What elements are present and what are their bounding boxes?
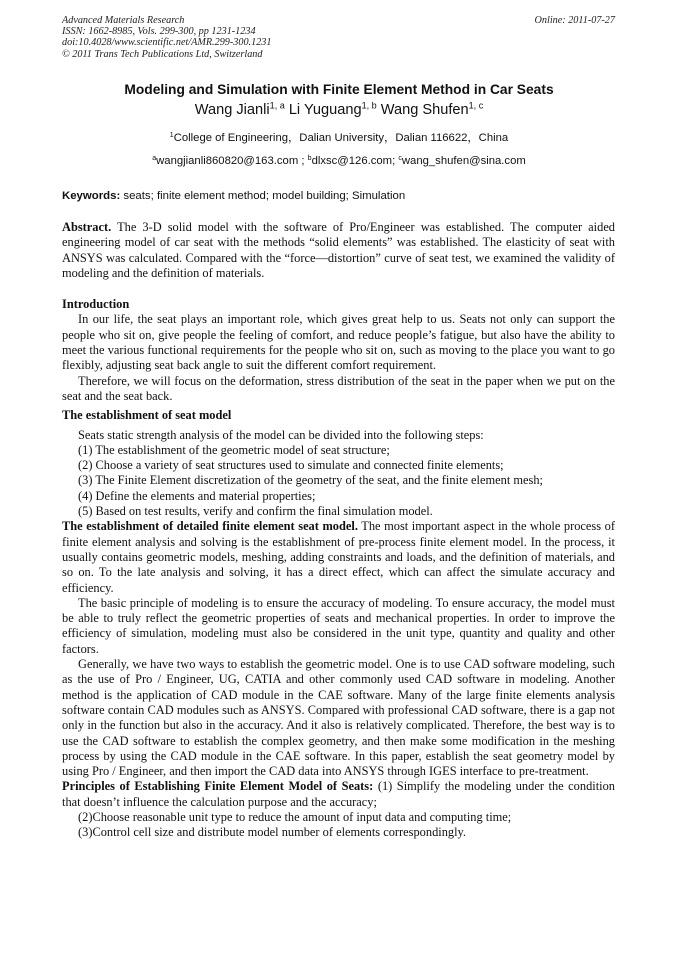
- email-link[interactable]: wangjianli860820@163.com: [156, 155, 299, 167]
- journal-name: Advanced Materials Research: [62, 15, 185, 26]
- email-superscript: a: [152, 154, 157, 162]
- author-superscript: 1, c: [468, 100, 484, 111]
- issn-line: ISSN: 1662-8985, Vols. 299-300, pp 1231-1234: [62, 26, 256, 38]
- online-date: Online: 2011-07-27: [534, 15, 615, 26]
- list-item: (5) Based on test results, verify and confirm the final simulation model.: [78, 504, 433, 519]
- email-list: $^a$wangjianli860820@163.com ; $^b$dlxsc@126.com; $^c$wang_shufen@sina.com: [152, 154, 526, 167]
- author-name: Li Yuguang: [288, 102, 362, 118]
- list-item: (2) Choose a variety of seat structures used to simulate and connected finite elements;: [78, 458, 504, 473]
- email-link[interactable]: wang_shufen@sina.com: [401, 155, 526, 167]
- principles-heading: Principles of Establishing Finite Element Model of Seats:: [62, 779, 374, 794]
- list-item: (3) The Finite Element discretization of the geometry of the seat, and the finite element mesh;: [78, 473, 543, 488]
- detailed-model-paragraph: [62, 519, 615, 595]
- author-superscript: 1, b: [361, 100, 377, 111]
- author-list: [40, 101, 638, 120]
- paragraph: The basic principle of modeling is to ensure the accuracy of modeling. To ensure accuracy, the model must be able to truly reflect the geometric properties of seats and mechanical properties. In order to improve the efficiency of simulation, modeling must also be considered in the unit type, quantity and quality and other factors.: [62, 595, 615, 656]
- list-item: (1) The establishment of the geometric model of seat structure;: [78, 442, 390, 457]
- author-superscript: 1, a: [269, 100, 285, 111]
- author-name: Wang Shufen: [380, 102, 469, 118]
- principles-paragraph: [62, 779, 615, 810]
- list-item: (2)Choose reasonable unit type to reduce the amount of input data and computing time;: [78, 809, 512, 824]
- establishment-heading: The establishment of seat model: [62, 408, 232, 423]
- affiliation: [40, 131, 638, 146]
- keywords-text: seats; finite element method; model building; Simulation: [123, 190, 406, 202]
- keywords: [62, 189, 615, 204]
- steps-intro: Seats static strength analysis of the model can be divided into the following steps:: [78, 427, 484, 442]
- email-superscript: c: [398, 154, 402, 162]
- keywords-label: Keywords:: [62, 190, 121, 202]
- paragraph: Generally, we have two ways to establish the geometric model. One is to use CAD software modeling, such as the use of Pro / Engineer, UG, CATIA and other commonly used CAD software in modeling. Another method is the application of CAD module in the CAE software. Many of the large finite elements analysis software contain CAD modules such as ANSYS. Compared with professional CAD software, there is a gap not only in the function but also in the accuracy. And it also is relatively complicated. Therefore, the best way is to use the CAD software to establish the complex geometry, and then make some modification in the meshing process by using the CAD module in the CAE software. In this paper, establish the seat geometry model by using Pro / Engineer, and then import the CAD data into ANSYS through IGES interface to pre-treatment.: [62, 657, 615, 779]
- detailed-model-heading: The establishment of detailed finite element seat model.: [62, 519, 358, 534]
- doi-line: doi:10.4028/www.scientific.net/AMR.299-300.1231: [62, 37, 272, 49]
- journal-header: [62, 15, 615, 60]
- affiliation-superscript: 1: [169, 131, 174, 139]
- email-link[interactable]: dlxsc@126.com: [311, 155, 393, 167]
- paper-title: Modeling and Simulation with Finite Element Method in Car Seats: [124, 82, 554, 97]
- copyright-line: © 2011 Trans Tech Publications Ltd, Switzerland: [62, 48, 263, 60]
- list-item: (3)Control cell size and distribute model number of elements correspondingly.: [78, 825, 467, 840]
- paragraph: In our life, the seat plays an important role, which gives great help to us. Seats not only can support the people who sit on, give people the feeling of comfort, and reduce people’s fatigue, but also have the ability to meet the various functional requirements for the people who sit on, such as moving to the place you want to go flexibly, adjusting seat back angle to suit the different comfort requirement.: [62, 312, 615, 373]
- abstract-label: Abstract.: [62, 220, 112, 234]
- paragraph: Therefore, we will focus on the deformation, stress distribution of the seat in the paper when we put on the seat and the seat back.: [62, 373, 615, 403]
- affiliation-text: College of Engineering，Dalian University，Dalian 116622，China: [173, 132, 509, 144]
- list-item: (4) Define the elements and material properties;: [78, 488, 316, 503]
- abstract: [62, 220, 615, 281]
- abstract-text: The 3-D solid model with the software of Pro/Engineer was established. The computer aided engineering model of car seat with the methods “solid elements” was established. The elasticity of seat with ANSYS was calculated. Compared with the “force—distortion” curve of seat test, we examined the validity of modeling and the definition of materials.: [62, 220, 616, 280]
- author-name: Wang Jianli: [194, 102, 270, 118]
- paragraph-text: (1) Simplify the modeling under the condition that doesn’t influence the calculation purpose and the accuracy;: [62, 779, 615, 809]
- introduction-heading: Introduction: [62, 297, 130, 312]
- paragraph-text: The most important aspect in the whole process of finite element analysis and solving is the establishment of pre-process finite element model. In the process, it usually contains geometric models, meshing, adding constraints and loads, and the definition of materials, and so on. To the late analysis and solving, it has a direct effect, which can affect the simulate accuracy and efficiency.: [62, 519, 615, 595]
- email-superscript: b: [307, 154, 312, 162]
- paper-body: [62, 220, 615, 841]
